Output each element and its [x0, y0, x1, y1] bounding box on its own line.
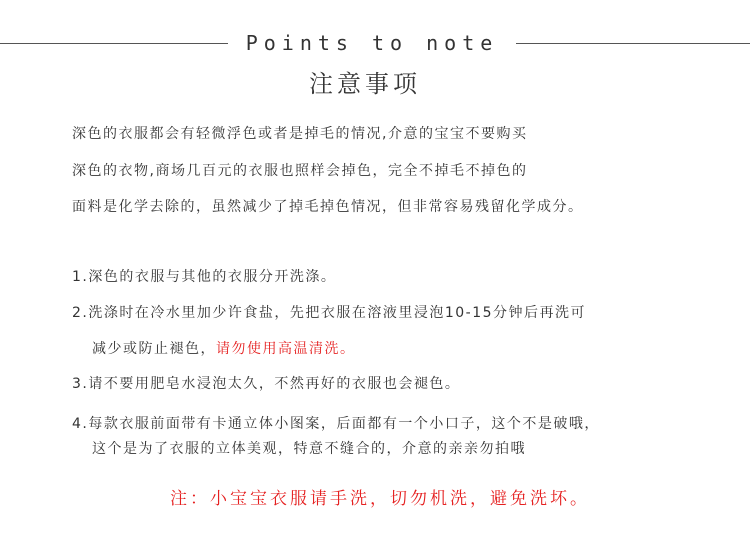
note-3: 3.请不要用肥皂水浸泡太久，不然再好的衣服也会褪色。 — [72, 376, 461, 392]
intro-line-1: 深色的衣服都会有轻微浮色或者是掉毛的情况,介意的宝宝不要购买 — [72, 126, 528, 142]
note-4-line-2: 这个是为了衣服的立体美观，特意不缝合的，介意的亲亲勿拍哦 — [92, 441, 526, 457]
page-title-en: Points to note — [245, 31, 499, 55]
note-2-line-2 — [92, 340, 356, 358]
note-2-warning-text: 请勿使用高温清洗。 — [216, 341, 356, 357]
header-rule-left — [0, 43, 228, 44]
note-2-plain-text: 减少或防止褪色， — [92, 341, 216, 357]
note-1: 1.深色的衣服与其他的衣服分开洗涤。 — [72, 269, 337, 285]
page-title-zh: 注意事项 — [309, 70, 421, 98]
header-rule-right — [516, 43, 750, 44]
footer-warning: 注：小宝宝衣服请手洗，切勿机洗，避免洗坏。 — [170, 489, 590, 509]
intro-line-3: 面料是化学去除的，虽然减少了掉毛掉色情况，但非常容易残留化学成分。 — [72, 199, 584, 215]
note-2-line-1: 2.洗涤时在冷水里加少许食盐，先把衣服在溶液里浸泡10-15分钟后再洗可 — [72, 305, 587, 321]
note-4-line-1: 4.每款衣服前面带有卡通立体小图案，后面都有一个小口子，这个不是破哦， — [72, 416, 600, 432]
intro-line-2: 深色的衣物,商场几百元的衣服也照样会掉色，完全不掉毛不掉色的 — [72, 163, 528, 179]
